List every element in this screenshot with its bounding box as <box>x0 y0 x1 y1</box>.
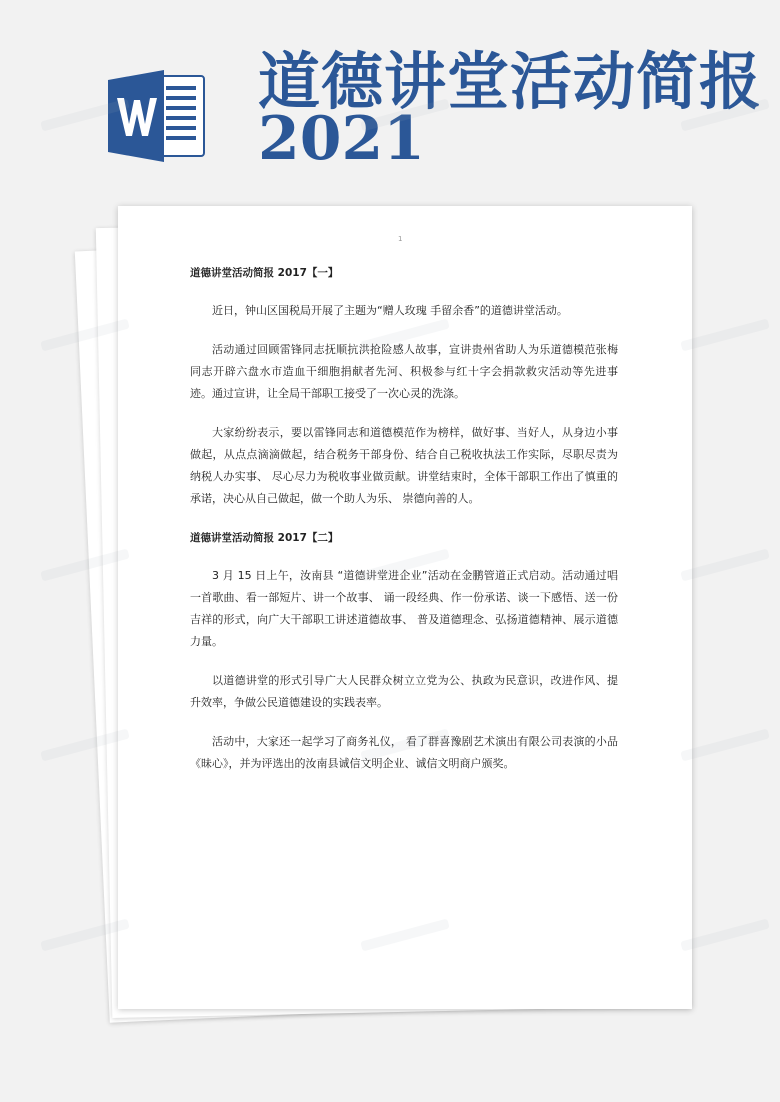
watermark-mark <box>680 549 770 582</box>
page-number: 1 <box>398 235 403 243</box>
watermark-mark <box>680 919 770 952</box>
document-body <box>190 262 618 792</box>
paragraph: 以道德讲堂的形式引导广大人民群众树立立党为公、执政为民意识，改进作风、提升效率，争做公民道德建设的实践表率。 <box>190 674 618 709</box>
section-title-1: 道德讲堂活动简报 2017【一】 <box>190 267 339 279</box>
word-document-icon <box>108 68 208 164</box>
watermark-mark <box>680 729 770 762</box>
paragraph: 大家纷纷表示，要以雷锋同志和道德模范作为榜样，做好事、当好人，从身边小事做起，从点点滴滴做起，结合税务干部身份、结合自己税收执法工作实际，尽职尽责为纳税人办实事、 尽心尽力为税收事业做贡献。讲堂结束时，全体干部职工作出了慎重的承诺，决心从自己做起，做一个助人为乐、 崇德向善的人。 <box>190 426 618 505</box>
section-title-2: 道德讲堂活动简报 2017【二】 <box>190 532 339 544</box>
paragraph: 3 月 15 日上午，汝南县 “道德讲堂进企业”活动在金鹏管道正式启动。活动通过唱一首歌曲、看一部短片、讲一个故事、 诵一段经典、作一份承诺、谈一下感悟、送一份吉祥的形式，向广大干部职工讲述道德故事、 普及道德理念、弘扬道德精神、展示道德力量。 <box>190 569 618 648</box>
document-year: 2021 <box>258 104 425 174</box>
document-title: 道德讲堂活动简报 <box>258 45 763 118</box>
paragraph: 活动中，大家还一起学习了商务礼仪， 看了群喜豫剧艺术演出有限公司表演的小品《昧心》，并为评选出的汝南县诚信文明企业、诚信文明商户颁奖。 <box>190 735 618 770</box>
watermark-mark <box>680 319 770 352</box>
document-page <box>118 206 692 1009</box>
paragraph: 近日，钟山区国税局开展了主题为“赠人玫瑰 手留余香”的道德讲堂活动。 <box>212 304 568 317</box>
paragraph: 活动通过回顾雷锋同志抚顺抗洪抢险感人故事，宣讲贵州省助人为乐道德模范张梅同志开辟六盘水市造血干细胞捐献者先河、积极参与红十字会捐款救灾活动等先进事迹。通过宣讲，让全局干部职工接受了一次心灵的洗涤。 <box>190 343 618 400</box>
